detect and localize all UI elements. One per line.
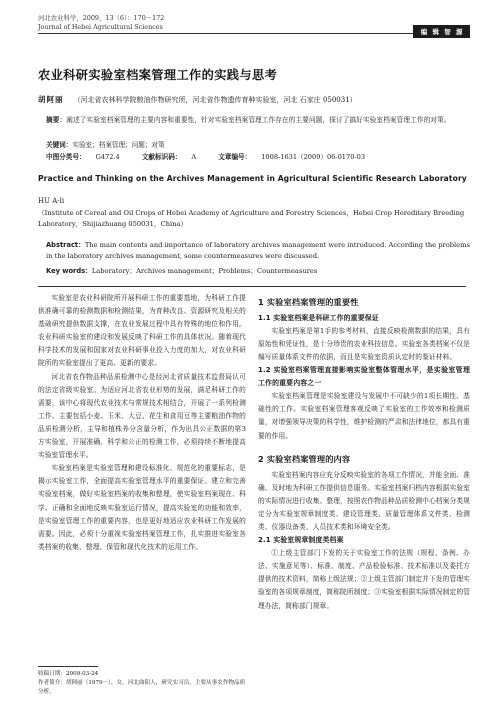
body-paragraph: 实验室档案是实验室管理和建设标准化、规范化的重要标志，是揭示实验室工作，全面提高实验室管理水平的重要保证。建立和完善实验室档案，做好实验室档案的收集和整理，使实验室档案现在、科学、正确和全面地反映实验室运行情况，提高实验室的功能和效率，是实验室管理工作的重要内容，也是更好地适应农业科研工作发展的需要。因此，必须十分重视实验室档案管理工作，扎实推进实验室各类档案的收集、整理、保管和现代化技术的运用工作。 <box>38 464 246 551</box>
doc-code-value: A <box>191 153 197 161</box>
abstract-cn <box>46 115 470 126</box>
article-title-cn: 农业科研实验室档案管理工作的实践与思考 <box>38 68 278 82</box>
section-heading: 2 实验室档案管理的内容 <box>258 453 351 464</box>
header-rule <box>38 33 466 34</box>
keywords-cn <box>46 140 470 150</box>
subsection-heading: 1.1 实验室档案是科研工作的重要保证 <box>258 314 379 322</box>
authors-cn <box>38 95 468 105</box>
abstract-en <box>46 240 470 261</box>
subsection-heading: 2.1 实验室规章制度类档案 <box>258 536 344 545</box>
subsection-heading: 1.2 实验室档案管理直接影响实验室整体管理水平，是实验室管理工作的重要内容之一 <box>258 366 470 388</box>
footnote <box>38 670 248 697</box>
doc-code-label: 文献标识码： <box>141 153 182 161</box>
footnote-rule <box>38 666 98 667</box>
classification-line <box>46 152 470 162</box>
body-paragraph: ①上级主管部门下发的关于实验室工作的法规（规程、条例、办法、实施意见等）、标准、制度、产品检验标准、技术标准以及委托方提供的技术资料，简称上级法规；②上级主管部门制定并下发的管理实验室的各项规章制度，简称院所制度；③实验室根据实际情况制定的管理办法，简称部门规章。 <box>258 549 470 610</box>
author-intro: 作者简介：胡阿丽（1979－），女，河北曲阳人，研究实习员，主要从事农作物品质分析。 <box>38 680 246 695</box>
body-column-right <box>258 292 470 613</box>
body-paragraph: 实验室档案是第1手的参考材料，直接反映检测数据的结果，具有原始性和凭证性，是十分珍贵的农业科技信息。实验室各类档案不仅是编写质量体系文件的依据，而且是实验室资质认定时的鉴证材料。 <box>258 327 470 362</box>
keywords-cn-text: 实验室；档案管理；问题；对策 <box>72 141 165 149</box>
author-name-en: HU A-li <box>38 197 65 205</box>
clc-value: G472.4 <box>95 153 120 161</box>
body-column-left <box>38 292 246 554</box>
keywords-en-text: Laboratory；Archives management；Problems；Countermeasures <box>91 267 318 275</box>
body-paragraph: 实验室档案内容应充分反映实验室的各项工作情况，并能全面、准确、及时地为科研工作提供信息服务。实验室档案归档内容根据实验室的实际情况进行收集、整理，按照农作物品种品质检测中心档案分类规定分为实验室规章制度类、建设管理类、质量管理体系文件类、检测类、仪器设备类、人员技术类和环境安全类。 <box>258 470 470 532</box>
abstract-en-text: The main contents and importance of laboratory archives management were introduced. According the problems in the laboratory archives management, some countermeasures were discussed. <box>46 241 470 260</box>
article-number-label: 文章编号： <box>218 153 252 161</box>
keywords-en <box>46 266 470 276</box>
author-name-cn: 胡阿丽 <box>38 95 64 104</box>
body-paragraph: 实验室是农业科研院所开展科研工作的重要基地，为科研工作提供准确可靠的检测数据和检测结果，为育种改良、资源研究及相关的基础研究提供数据支撑，在农业发展过程中具有特殊的地位和作用。农业科研实验室的建设和发展反映了科研工作的具体状况。随着现代科学技术的发展和国家对农业科研事业投入力度的加大，对农业科研院所的实验室提出了更高、更新的要求。 <box>38 294 246 368</box>
clc-label: 中图分类号： <box>46 153 86 161</box>
keywords-en-label: Key words： <box>46 267 92 275</box>
editor-badge: 编 辑 智 源 <box>413 25 470 38</box>
abstract-rule <box>38 286 466 287</box>
author-affiliation-cn: （河北省农林科学院粮油作物研究所，河北省作物遗传育种实验室，河北 石家庄 050031） <box>73 96 357 104</box>
body-paragraph: 河北省农作物品种品质检测中心是经河北省质量技术监督局认可的法定省级实验室。为适应河北省农业形势的发展，满足科研工作的需要，该中心将现代农业技术与常规技术相结合，开展了一系列检测工作。主要包括小麦、玉米、大豆、花生和食用豆等主要粮油作物的品质检测分析，主导和植株养分含量分析，作为出具公正数据的第3方实验室，开展准确、科学和公正的检测工作，必须持续不断地提高实验室管理水平。 <box>38 372 246 460</box>
journal-name-en: Journal of Hebei Agricultural Sciences <box>38 23 163 31</box>
received-date: 收稿日期：2009-03-24 <box>38 671 99 677</box>
author-affiliation-en: （Institute of Cereal and Oil Crops of Hebei Academy of Agriculture and Forestry Sciences，Hebei Crop Hereditary Breeding Laboratory，Shijiazhuang 050031，China） <box>38 209 465 228</box>
abstract-cn-label: 摘要： <box>46 116 67 124</box>
abstract-cn-text: 阐述了实验室档案管理的主要内容和重要性，针对实验室档案管理工作存在的主要问题，探讨了搞好实验室档案管理工作的对策。 <box>66 116 451 124</box>
body-paragraph: 实验室档案管理是实验室建设与发展中不可缺少的1项长期性、基础性的工作。实验室档案管理客观反映了实验室的工作效率和检测质量，对增强领导决策的科学性，维护检测的严肃和法律地位，都具有重要的作用。 <box>258 392 470 440</box>
article-number-value: 1008-1631（2009）06-0170-03 <box>261 153 366 161</box>
section-heading: 1 实验室档案管理的重要性 <box>258 297 359 307</box>
journal-citation-cn: 河北农业科学，2009，13（6）：170－172 <box>38 14 165 22</box>
keywords-cn-label: 关键词： <box>46 141 73 149</box>
abstract-en-label: Abstract： <box>46 241 85 249</box>
article-title-en: Practice and Thinking on the Archives Management in Agricultural Scientific Research Laboratory <box>38 174 467 183</box>
journal-header <box>38 14 458 32</box>
